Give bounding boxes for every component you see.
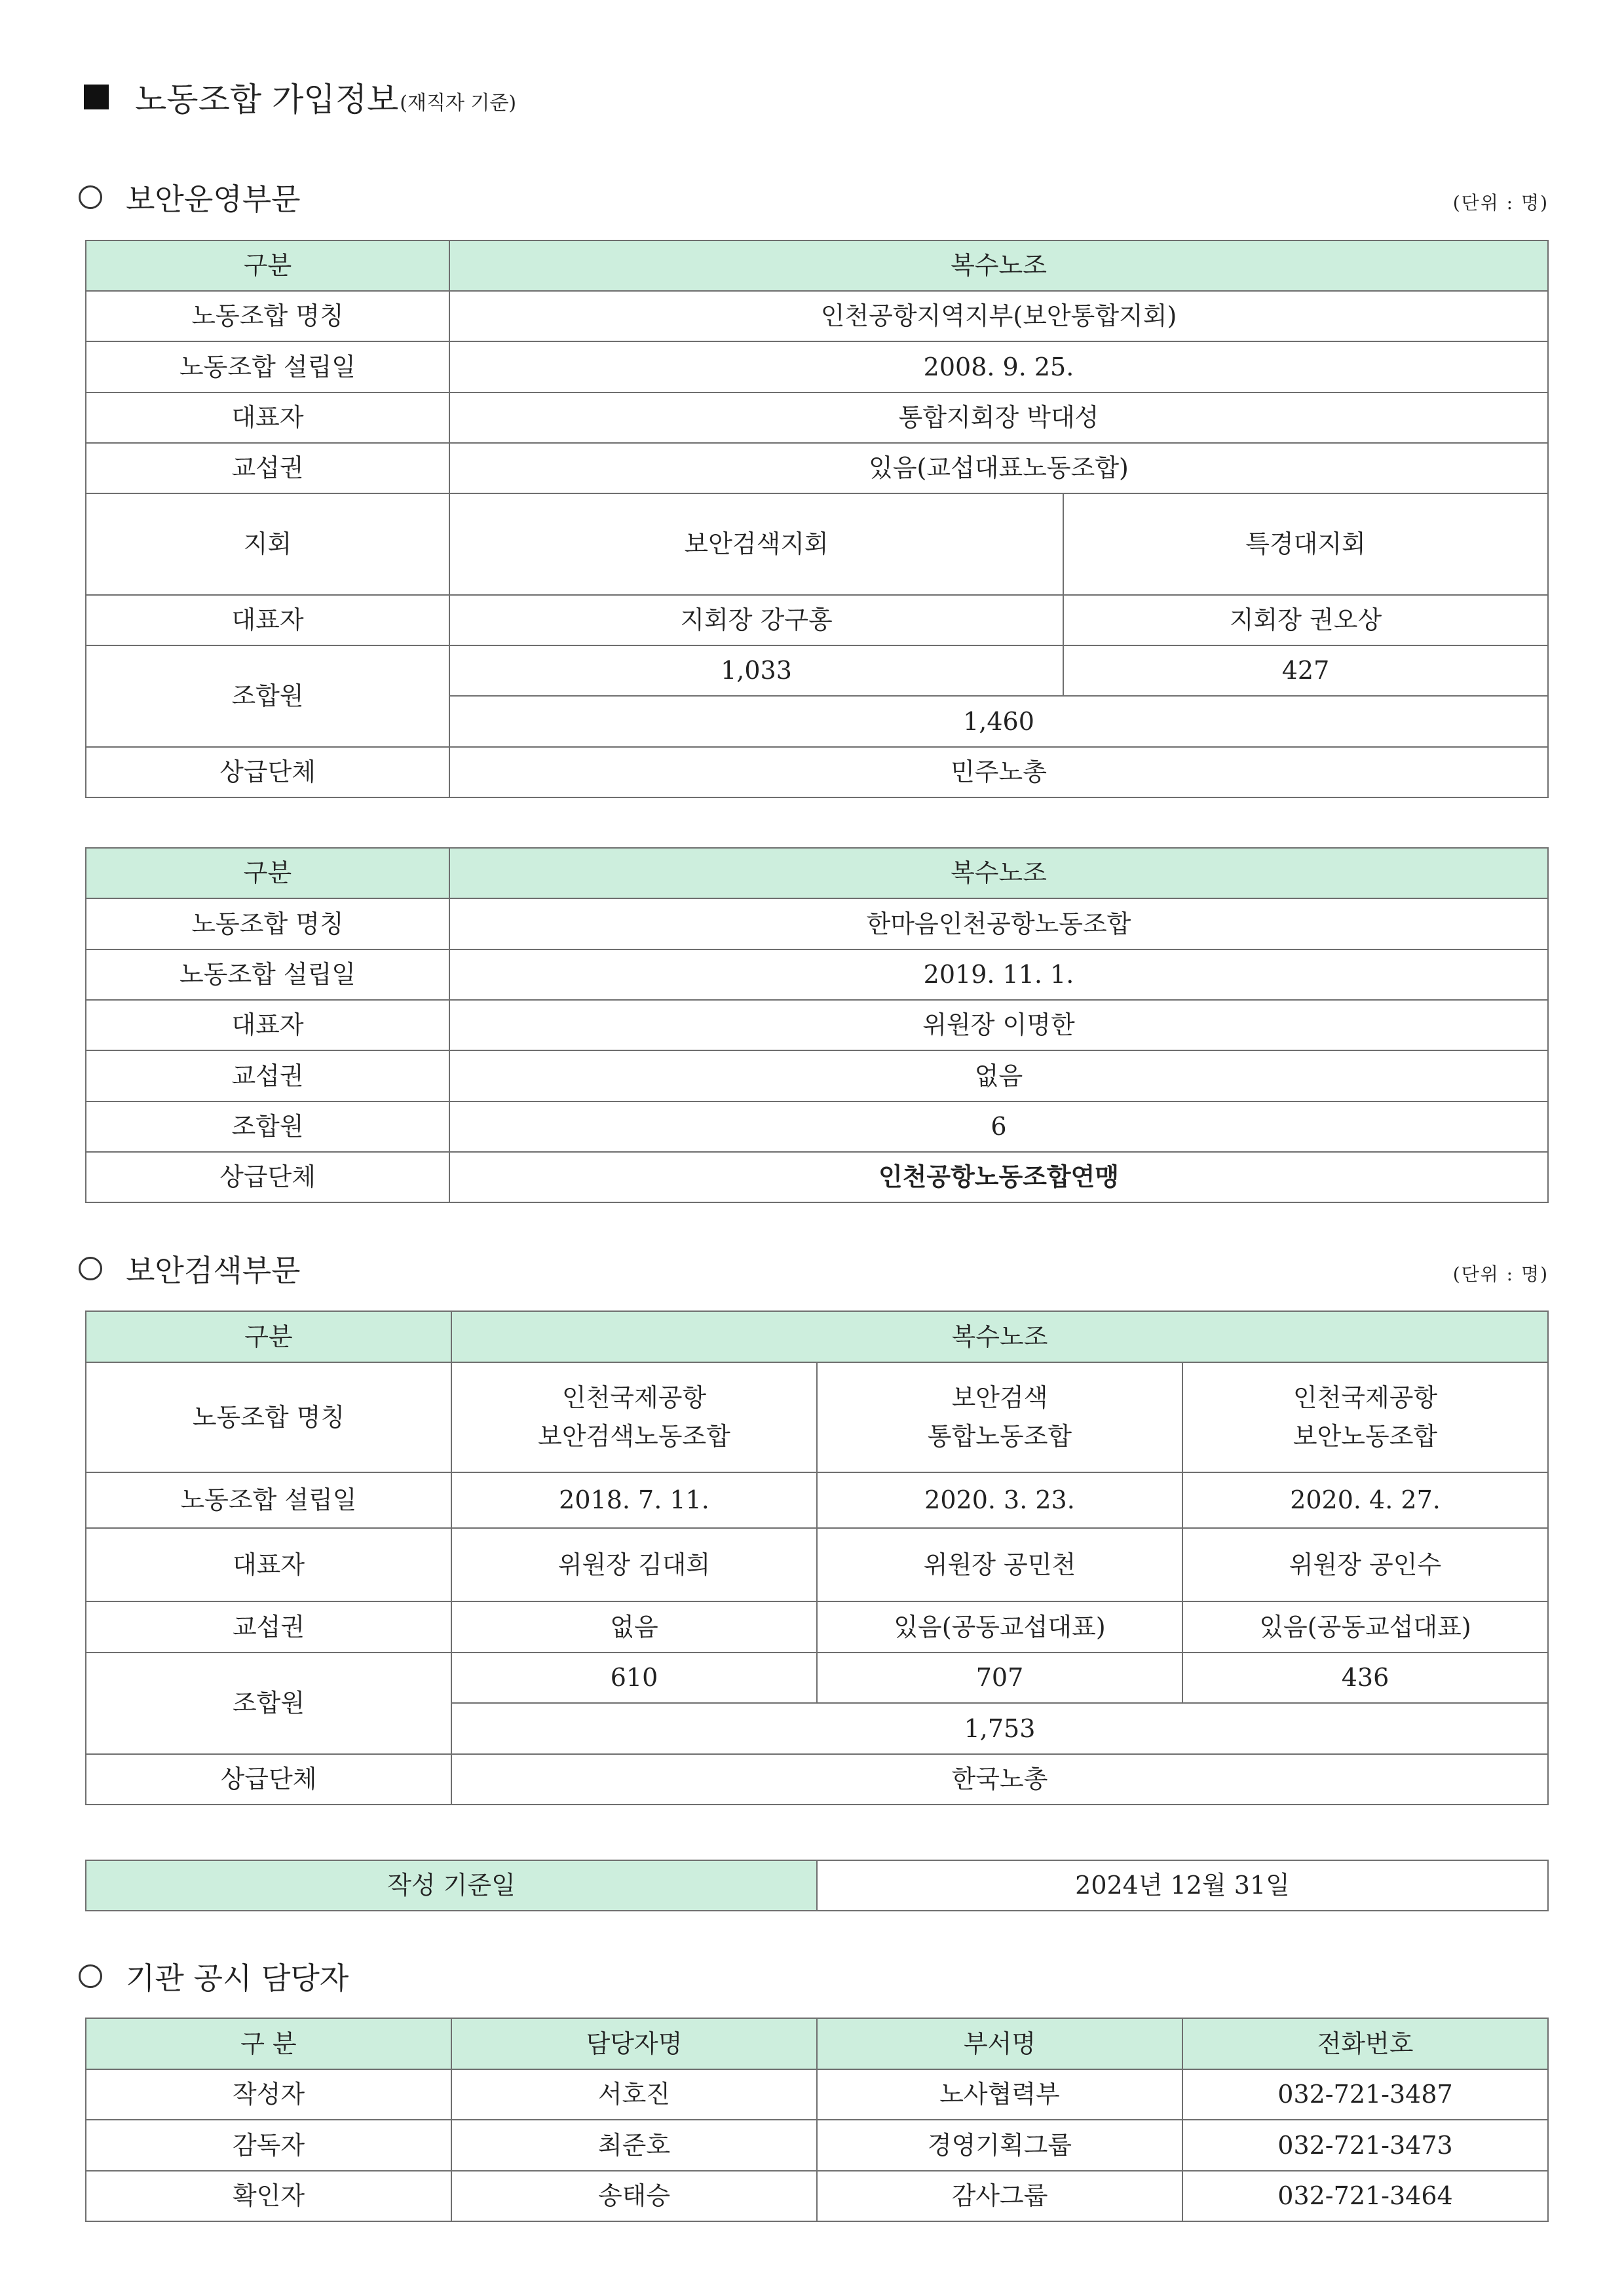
contact-department: 감사그룹 xyxy=(817,2171,1182,2221)
union-name xyxy=(1182,1362,1548,1472)
section-heading-disclosure-contacts xyxy=(79,1955,349,1998)
bargaining-right: 없음 xyxy=(451,1601,817,1653)
table-row xyxy=(86,2120,1548,2171)
row-label-representative: 대표자 xyxy=(86,1000,449,1050)
circle-bullet-icon xyxy=(79,1964,102,1988)
row-label-bargaining: 교섭권 xyxy=(86,1601,451,1653)
row-label-union-name: 노동조합 명칭 xyxy=(86,898,449,949)
security-ops-union-table-2 xyxy=(85,847,1549,1203)
header-category: 구분 xyxy=(86,1311,451,1362)
header-phone: 전화번호 xyxy=(1182,2018,1548,2069)
branch-name: 특경대지회 xyxy=(1063,493,1548,595)
disclosure-contacts-table xyxy=(85,2018,1549,2222)
row-label-representative: 대표자 xyxy=(86,1528,451,1601)
union-name-line: 인천국제공항 xyxy=(561,1383,707,1413)
row-label-union-name: 노동조합 명칭 xyxy=(86,1362,451,1472)
page-title-sub: (재직자 기준) xyxy=(400,92,517,115)
row-label-union-name: 노동조합 명칭 xyxy=(86,291,449,341)
member-count: 707 xyxy=(817,1653,1182,1703)
row-label-parent-org: 상급단체 xyxy=(86,1754,451,1805)
header-department: 부서명 xyxy=(817,2018,1182,2069)
square-bullet-icon xyxy=(84,85,109,109)
representative: 위원장 공인수 xyxy=(1182,1528,1548,1601)
union-name-line: 보안노동조합 xyxy=(1293,1422,1438,1451)
base-date-table xyxy=(85,1860,1549,1911)
contact-department: 경영기획그룹 xyxy=(817,2120,1182,2171)
row-label-branch-representative: 대표자 xyxy=(86,595,449,645)
base-date-label: 작성 기준일 xyxy=(86,1860,817,1911)
table-row xyxy=(86,2171,1548,2221)
header-category: 구분 xyxy=(86,848,449,898)
row-label-branch: 지회 xyxy=(86,493,449,595)
parent-org: 인천공항노동조합연맹 xyxy=(449,1152,1548,1202)
parent-org: 한국노총 xyxy=(451,1754,1548,1805)
header-multi-union: 복수노조 xyxy=(451,1311,1548,1362)
security-screening-union-table xyxy=(85,1311,1549,1805)
header-multi-union: 복수노조 xyxy=(449,848,1548,898)
contact-role: 감독자 xyxy=(86,2120,451,2171)
contact-phone: 032-721-3464 xyxy=(1182,2171,1548,2221)
header-category: 구분 xyxy=(86,240,449,291)
union-name: 인천공항지역지부(보안통합지회) xyxy=(449,291,1548,341)
bargaining-right: 있음(교섭대표노동조합) xyxy=(449,443,1548,493)
section-heading-text: 보안검색부문 xyxy=(126,1253,301,1288)
member-count: 6 xyxy=(449,1101,1548,1152)
parent-org: 민주노총 xyxy=(449,747,1548,797)
section-heading-security-operations xyxy=(79,176,301,219)
member-count: 1,033 xyxy=(449,645,1063,696)
row-label-parent-org: 상급단체 xyxy=(86,1152,449,1202)
founded-date: 2019. 11. 1. xyxy=(449,949,1548,1000)
union-name-line: 보안검색 xyxy=(951,1383,1048,1413)
member-count: 427 xyxy=(1063,645,1548,696)
row-label-members: 조합원 xyxy=(86,1101,449,1152)
founded-date: 2020. 3. 23. xyxy=(817,1472,1182,1528)
contact-department: 노사협력부 xyxy=(817,2069,1182,2120)
representative: 위원장 이명한 xyxy=(449,1000,1548,1050)
union-name: 한마음인천공항노동조합 xyxy=(449,898,1548,949)
row-label-bargaining: 교섭권 xyxy=(86,1050,449,1101)
founded-date: 2018. 7. 11. xyxy=(451,1472,817,1528)
unit-label: (단위 : 명) xyxy=(1452,192,1549,214)
header-category: 구 분 xyxy=(86,2018,451,2069)
page-title-text: 노동조합 가입정보 xyxy=(135,81,399,119)
base-date-value: 2024년 12월 31일 xyxy=(817,1860,1548,1911)
representative: 통합지회장 박대성 xyxy=(449,392,1548,443)
union-name-line: 통합노동조합 xyxy=(927,1422,1072,1451)
contact-name: 최준호 xyxy=(451,2120,817,2171)
row-label-founded: 노동조합 설립일 xyxy=(86,1472,451,1528)
header-contact-name: 담당자명 xyxy=(451,2018,817,2069)
contact-role: 작성자 xyxy=(86,2069,451,2120)
bargaining-right: 있음(공동교섭대표) xyxy=(817,1601,1182,1653)
contact-name: 송태승 xyxy=(451,2171,817,2221)
section-heading-text: 기관 공시 담당자 xyxy=(126,1961,349,1996)
bargaining-right: 없음 xyxy=(449,1050,1548,1101)
branch-representative: 지회장 권오상 xyxy=(1063,595,1548,645)
header-multi-union: 복수노조 xyxy=(449,240,1548,291)
representative: 위원장 공민천 xyxy=(817,1528,1182,1601)
branch-name: 보안검색지회 xyxy=(449,493,1063,595)
union-name-line: 인천국제공항 xyxy=(1293,1383,1438,1413)
contact-phone: 032-721-3487 xyxy=(1182,2069,1548,2120)
union-name-line: 보안검색노동조합 xyxy=(538,1422,730,1451)
table-row xyxy=(86,2069,1548,2120)
contact-name: 서호진 xyxy=(451,2069,817,2120)
section-heading-security-screening xyxy=(79,1247,301,1290)
unit-label: (단위 : 명) xyxy=(1452,1263,1549,1285)
founded-date: 2020. 4. 27. xyxy=(1182,1472,1548,1528)
member-total: 1,753 xyxy=(451,1703,1548,1754)
contact-role: 확인자 xyxy=(86,2171,451,2221)
row-label-members: 조합원 xyxy=(86,1653,451,1754)
member-count: 436 xyxy=(1182,1653,1548,1703)
member-total: 1,460 xyxy=(449,696,1548,747)
circle-bullet-icon xyxy=(79,1257,102,1280)
security-ops-union-table-1 xyxy=(85,240,1549,798)
union-name xyxy=(817,1362,1182,1472)
row-label-members: 조합원 xyxy=(86,645,449,747)
row-label-founded: 노동조합 설립일 xyxy=(86,949,449,1000)
representative: 위원장 김대희 xyxy=(451,1528,817,1601)
founded-date: 2008. 9. 25. xyxy=(449,341,1548,392)
row-label-representative: 대표자 xyxy=(86,392,449,443)
row-label-bargaining: 교섭권 xyxy=(86,443,449,493)
contact-phone: 032-721-3473 xyxy=(1182,2120,1548,2171)
row-label-founded: 노동조합 설립일 xyxy=(86,341,449,392)
page-title xyxy=(84,73,516,121)
member-count: 610 xyxy=(451,1653,817,1703)
section-heading-text: 보안운영부문 xyxy=(126,182,301,217)
circle-bullet-icon xyxy=(79,185,102,209)
branch-representative: 지회장 강구홍 xyxy=(449,595,1063,645)
bargaining-right: 있음(공동교섭대표) xyxy=(1182,1601,1548,1653)
row-label-parent-org: 상급단체 xyxy=(86,747,449,797)
union-name xyxy=(451,1362,817,1472)
